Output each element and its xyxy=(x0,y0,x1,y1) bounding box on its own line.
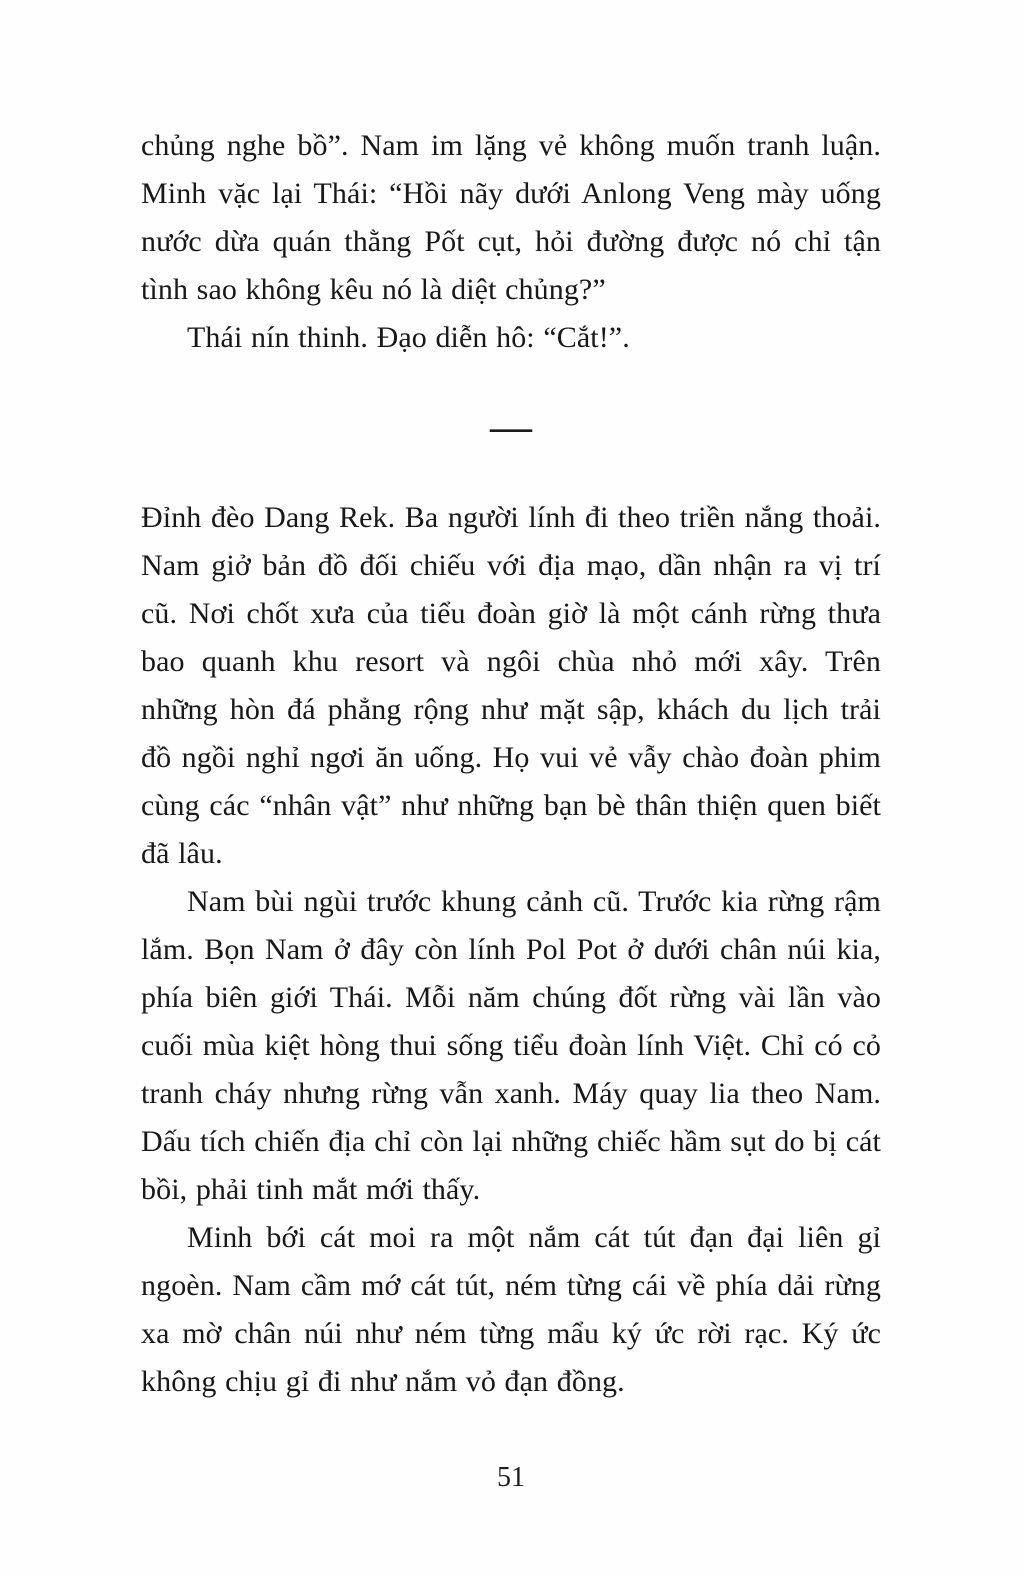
paragraph: Nam bùi ngùi trước khung cảnh cũ. Trước kia rừng rậm lắm. Bọn Nam ở đây còn lính Pol Pot ở dưới chân núi kia, phía biên giới Thái. Mỗi năm chúng đốt rừng vài lần vào cuối mùa kiệt hòng thui sống tiểu đoàn lính Việt. Chỉ có cỏ tranh cháy nhưng rừng vẫn xanh. Máy quay lia theo Nam. Dấu tích chiến địa chỉ còn lại những chiếc hầm sụt do bị cát bồi, phải tinh mắt mới thấy. xyxy=(141,885,881,1206)
page-footer xyxy=(141,1462,881,1494)
body-text xyxy=(141,122,881,1406)
paragraph: Đỉnh đèo Dang Rek. Ba người lính đi theo triền nắng thoải. Nam giở bản đồ đối chiếu với địa mạo, dần nhận ra vị trí cũ. Nơi chốt xưa của tiểu đoàn giờ là một cánh rừng thưa bao quanh khu resort và ngôi chùa nhỏ mới xây. Trên những hòn đá phẳng rộng như mặt sập, khách du lịch trải đồ ngồi nghỉ ngơi ăn uống. Họ vui vẻ vẫy chào đoàn phim cùng các “nhân vật” như những bạn bè thân thiện quen biết đã lâu. xyxy=(141,501,881,870)
paragraph: Minh bới cát moi ra một nắm cát tút đạn đại liên gỉ ngoèn. Nam cầm mớ cát tút, ném từng cái về phía dải rừng xa mờ chân núi như ném từng mẩu ký ức rời rạc. Ký ức không chịu gỉ đi như nắm vỏ đạn đồng. xyxy=(141,1221,881,1398)
paragraph-continuation: chủng nghe bồ”. Nam im lặng vẻ không muốn tranh luận. Minh vặc lại Thái: “Hồi nãy dưới Anlong Veng mày uống nước dừa quán thằng Pốt cụt, hỏi đường được nó chỉ tận tình sao không kêu nó là diệt chủng?” xyxy=(141,129,881,306)
paragraph: Thái nín thinh. Đạo diễn hô: “Cắt!”. xyxy=(187,321,630,354)
section-divider xyxy=(141,362,881,494)
divider-dash: — xyxy=(490,407,532,449)
page-number: 51 xyxy=(497,1462,525,1493)
